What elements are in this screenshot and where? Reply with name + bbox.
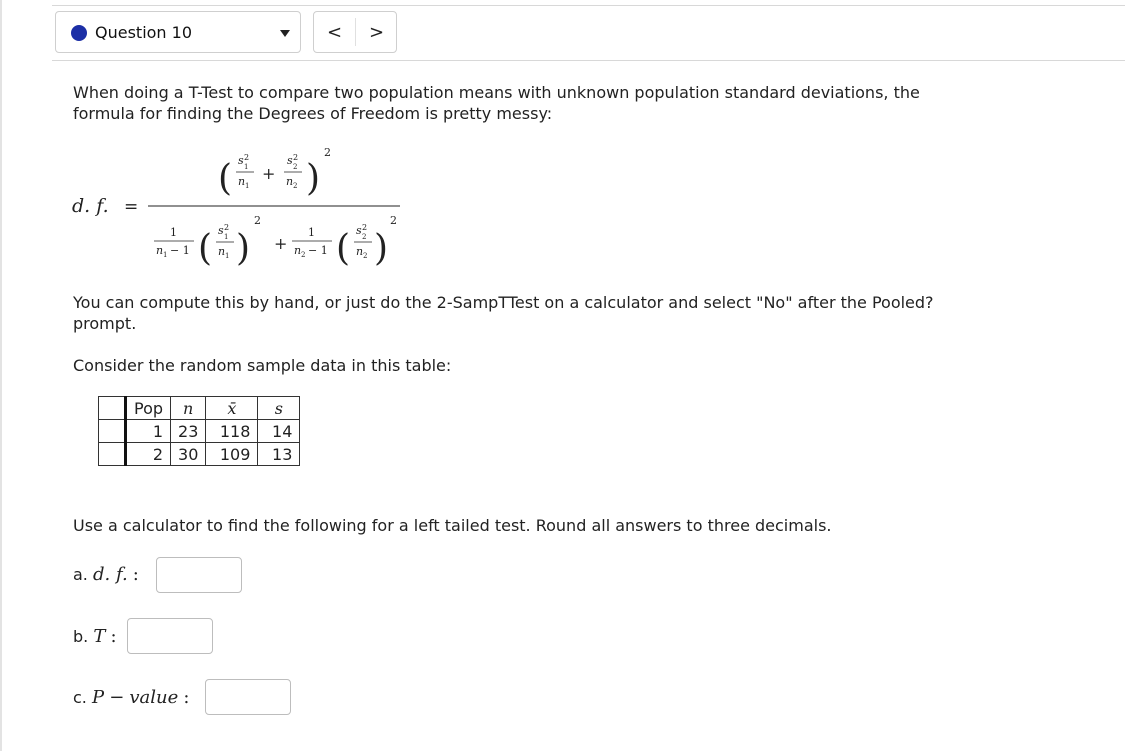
den1-n1-sub: 1 bbox=[163, 251, 168, 259]
answer-b-prefix: b. bbox=[73, 627, 89, 646]
den2-left-paren: ( bbox=[336, 228, 351, 269]
den2-inner-n2-sub: 2 bbox=[363, 252, 368, 260]
den2-s2: s bbox=[356, 224, 362, 237]
row-gutter bbox=[99, 443, 126, 466]
answer-b-math: T bbox=[93, 626, 106, 647]
den2-exponent: 2 bbox=[390, 214, 397, 227]
den1-right-paren: ) bbox=[236, 228, 251, 269]
answer-b-label bbox=[73, 626, 117, 647]
table-row bbox=[99, 420, 300, 443]
den1-inner-n1: n bbox=[218, 245, 226, 258]
num-n1: n bbox=[238, 175, 246, 188]
den2-s2-sub: 2 bbox=[362, 233, 367, 241]
intro-line-1: When doing a T-Test to compare two population means with unknown population standard deviations, the bbox=[73, 83, 920, 102]
num-n1-sub: 1 bbox=[245, 182, 250, 190]
den2-n2: n bbox=[294, 244, 302, 257]
cell-s: 14 bbox=[258, 420, 300, 443]
status-dot-icon bbox=[71, 25, 87, 41]
cell-n: 23 bbox=[171, 420, 206, 443]
formula-lhs: d. f. bbox=[72, 195, 109, 217]
chevron-right-icon: > bbox=[368, 21, 385, 43]
den1-minus-one: − 1 bbox=[170, 244, 190, 257]
cell-n: 30 bbox=[171, 443, 206, 466]
row-gutter bbox=[99, 420, 126, 443]
den2-n2-sub: 2 bbox=[301, 251, 306, 259]
table-row bbox=[99, 443, 300, 466]
header-xbar: x̄ bbox=[206, 397, 258, 420]
previous-question-button[interactable] bbox=[314, 12, 355, 52]
den1-one: 1 bbox=[170, 226, 177, 239]
sample-data-table bbox=[98, 396, 300, 466]
answer-c-colon: : bbox=[183, 687, 190, 708]
den2-inner-n2: n bbox=[356, 245, 364, 258]
num-n2-sub: 2 bbox=[293, 182, 298, 190]
answer-c-math-p: P bbox=[91, 687, 105, 708]
den1-s1-exp: 2 bbox=[224, 223, 230, 232]
den1-left-paren: ( bbox=[198, 228, 213, 269]
num-exponent: 2 bbox=[324, 146, 331, 159]
p-value-answer-input[interactable] bbox=[205, 679, 291, 715]
num-left-paren: ( bbox=[218, 158, 233, 199]
den1-inner-n1-sub: 1 bbox=[225, 252, 230, 260]
question-select[interactable] bbox=[55, 11, 301, 53]
den2-right-paren: ) bbox=[374, 228, 389, 269]
cell-pop: 1 bbox=[126, 420, 171, 443]
intro-text bbox=[73, 82, 920, 124]
answer-a-prefix: a. bbox=[73, 565, 88, 584]
den1-exponent: 2 bbox=[254, 214, 261, 227]
den1-s1: s bbox=[218, 224, 224, 237]
question-label: Question 10 bbox=[95, 23, 193, 42]
top-divider bbox=[52, 5, 1125, 6]
question-nav bbox=[313, 11, 397, 53]
formula-equals: = bbox=[124, 197, 139, 217]
header-pop: Pop bbox=[126, 397, 171, 420]
left-border bbox=[0, 0, 2, 751]
header-s: s bbox=[258, 397, 300, 420]
den1-s1-sub: 1 bbox=[224, 233, 229, 241]
answer-c-prefix: c. bbox=[73, 688, 87, 707]
cell-s: 13 bbox=[258, 443, 300, 466]
den2-s2-exp: 2 bbox=[362, 223, 368, 232]
cell-xbar: 118 bbox=[206, 420, 258, 443]
intro-line-2: formula for finding the Degrees of Freedom is pretty messy: bbox=[73, 104, 553, 123]
row-gutter bbox=[99, 397, 126, 420]
answer-c-label bbox=[73, 687, 189, 708]
num-n2: n bbox=[286, 175, 294, 188]
num-s1-sub: 1 bbox=[244, 163, 249, 171]
answer-b-colon: : bbox=[110, 626, 117, 647]
num-s2: s bbox=[287, 154, 293, 167]
answer-a-math: d. f. bbox=[92, 564, 128, 585]
answer-c-math-value: value bbox=[129, 687, 179, 708]
hint-line-2: prompt. bbox=[73, 314, 137, 333]
consider-text: Consider the random sample data in this table: bbox=[73, 356, 452, 375]
hint-text bbox=[73, 292, 934, 334]
den2-one: 1 bbox=[308, 226, 315, 239]
df-answer-input[interactable] bbox=[156, 557, 242, 593]
num-s2-sub: 2 bbox=[293, 163, 298, 171]
cell-pop: 2 bbox=[126, 443, 171, 466]
num-plus: + bbox=[262, 164, 276, 183]
num-s2-exp: 2 bbox=[293, 153, 299, 162]
answer-a-colon: : bbox=[132, 564, 139, 585]
hint-line-1: You can compute this by hand, or just do the 2-SampTTest on a calculator and select "No" after the Pooled? bbox=[73, 293, 934, 312]
table-header-row bbox=[99, 397, 300, 420]
cell-xbar: 109 bbox=[206, 443, 258, 466]
caret-down-icon bbox=[280, 30, 290, 37]
num-right-paren: ) bbox=[306, 158, 321, 199]
num-s1-exp: 2 bbox=[244, 153, 250, 162]
degrees-of-freedom-formula bbox=[70, 142, 430, 272]
den2-minus-one: − 1 bbox=[308, 244, 328, 257]
chevron-left-icon: < bbox=[326, 21, 343, 43]
header-n: n bbox=[171, 397, 206, 420]
num-s1: s bbox=[238, 154, 244, 167]
t-answer-input[interactable] bbox=[127, 618, 213, 654]
den1-n1: n bbox=[156, 244, 164, 257]
instructions-text: Use a calculator to find the following for a left tailed test. Round all answers to three decimals. bbox=[73, 516, 832, 535]
answer-c-math-minus: − bbox=[109, 687, 125, 708]
next-question-button[interactable] bbox=[356, 12, 397, 52]
den-plus: + bbox=[274, 234, 288, 253]
answer-a-label bbox=[73, 564, 139, 585]
header-divider bbox=[52, 60, 1125, 61]
